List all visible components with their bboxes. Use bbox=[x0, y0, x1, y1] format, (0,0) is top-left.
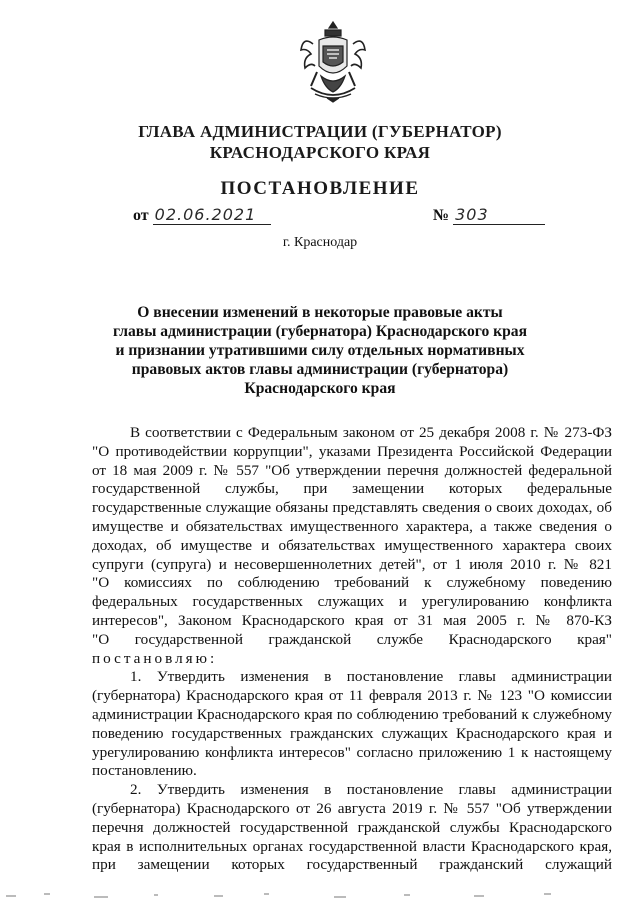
document-type-heading: ПОСТАНОВЛЕНИЕ bbox=[220, 178, 420, 199]
title-line: главы администрации (губернатора) Краснодарского края bbox=[112, 323, 528, 340]
body-line: интересов", Законом Краснодарского края от 31 мая 2005 г. № 870-КЗ bbox=[92, 611, 612, 629]
date-field bbox=[133, 205, 271, 225]
body-line: (губернатора) Краснодарского от 26 августа 2019 г. № 557 "Об утверждении bbox=[92, 799, 612, 817]
body-line: супруги (супруга) и несовершеннолетних детей", от 1 июля 2010 г. № 821 bbox=[92, 555, 612, 573]
number-prefix: № bbox=[433, 207, 450, 224]
body-line: поведению государственных гражданских служащих Краснодарского края и bbox=[92, 724, 612, 742]
body-line: "О государственной гражданской службе Краснодарского края" bbox=[92, 630, 612, 648]
body-line: государственные служащие обязаны представлять сведения о своих доходах, об bbox=[92, 499, 612, 517]
body-line: В соответствии с Федеральным законом от 25 декабря 2008 г. № 273-ФЗ bbox=[130, 424, 612, 441]
date-prefix: от bbox=[133, 207, 149, 224]
body-line: (губернатора) Краснодарского края от 11 февраля 2013 г. № 123 "О комиссии bbox=[92, 687, 612, 705]
body-line: "О противодействии коррупции", указами Президента Российской Федерации bbox=[92, 442, 612, 460]
body-line: администрации Краснодарского края по соблюдению требований к служебному bbox=[92, 705, 612, 723]
body-line: "О комиссиях по соблюдению требований к служебному поведению bbox=[92, 574, 612, 592]
body-line: имуществе и обязательствах имущественного характера, а также сведения о bbox=[92, 517, 612, 535]
title-line: О внесении изменений в некоторые правовые акты bbox=[137, 304, 503, 321]
title-line: Краснодарского края bbox=[244, 380, 396, 397]
body-line: государственной службы, при замещении которых федеральные bbox=[92, 480, 612, 498]
issuer-line-2: КРАСНОДАРСКОГО КРАЯ bbox=[209, 143, 431, 162]
number-value: 303 bbox=[453, 205, 545, 225]
document-title bbox=[100, 303, 540, 398]
issuer-line-1: ГЛАВА АДМИНИСТРАЦИИ (ГУБЕРНАТОР) bbox=[138, 122, 502, 141]
document-body bbox=[92, 424, 612, 875]
body-line: 1. Утвердить изменения в постановление главы администрации bbox=[130, 668, 612, 686]
title-line: правовых актов главы администрации (губернатора) bbox=[131, 361, 509, 378]
body-line: 2. Утвердить изменения в постановление главы администрации bbox=[130, 781, 612, 799]
body-line: края в исполнительных органах государственной власти Краснодарского края, bbox=[92, 837, 612, 855]
body-line: от 18 мая 2009 г. № 557 "Об утверждении перечня должностей федеральной bbox=[92, 461, 612, 479]
number-field bbox=[433, 205, 545, 225]
city-label: г. Краснодар bbox=[282, 235, 358, 250]
scan-edge-marks bbox=[4, 890, 604, 900]
body-line: федеральных государственных служащих и урегулированию конфликта bbox=[92, 593, 612, 611]
body-line: при замещении которых государственный гражданский служащий bbox=[92, 856, 612, 874]
body-line: постановлению. bbox=[92, 762, 197, 780]
title-line: и признании утратившими силу отдельных нормативных bbox=[115, 342, 525, 359]
body-line: доходах, об имуществе и обязательствах имущественного характера своих bbox=[92, 536, 612, 554]
body-line: перечня должностей государственной гражданской службы Краснодарского bbox=[92, 818, 612, 836]
body-line: урегулированию конфликта интересов" согласно приложению 1 к настоящему bbox=[92, 743, 612, 761]
coat-of-arms-emblem bbox=[297, 18, 369, 104]
resolution-word: постановляю: bbox=[92, 649, 218, 667]
date-value: 02.06.2021 bbox=[153, 205, 271, 225]
